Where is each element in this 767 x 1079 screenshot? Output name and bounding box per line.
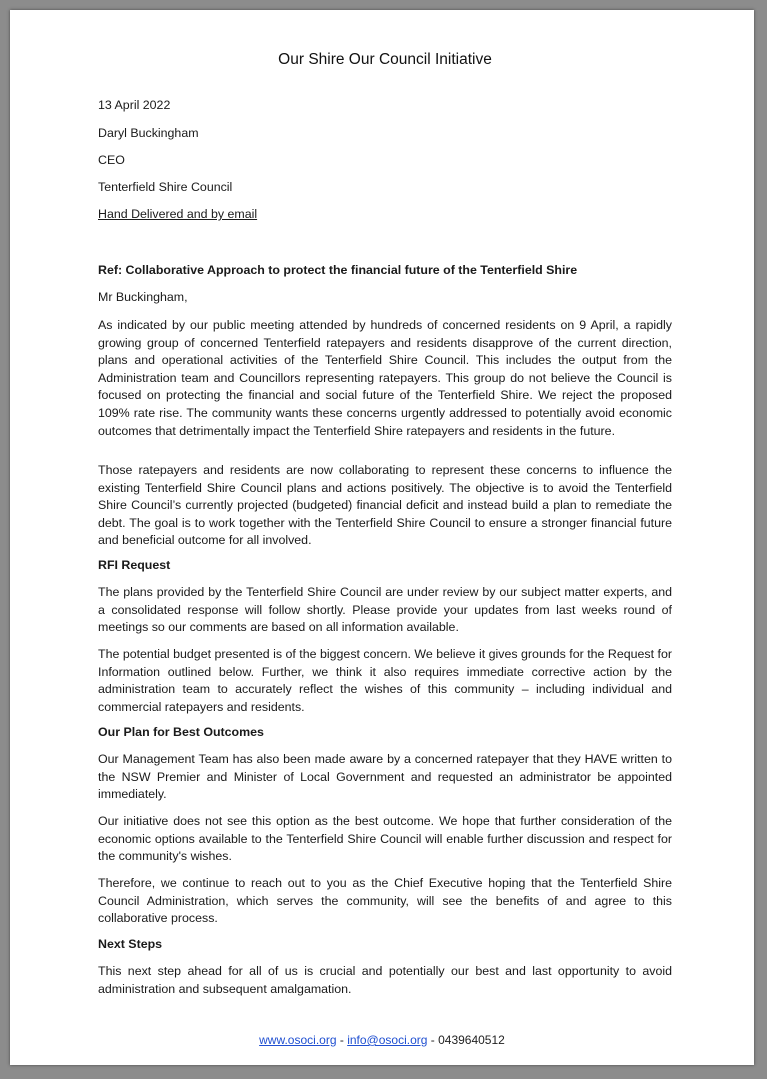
- recipient-name: Daryl Buckingham: [98, 126, 199, 140]
- phone-number: 0439640512: [438, 1033, 505, 1047]
- heading-next-steps: Next Steps: [98, 937, 163, 951]
- letter-date: 13 April 2022: [98, 98, 171, 112]
- paragraph-next-step: This next step ahead for all of us is crucial and potentially our best and last opportunity to avoid administration and subsequent amalgamation.: [98, 964, 672, 996]
- paragraph-plans-review: The plans provided by the Tenterfield Shire Council are under review by our subject matter experts, and a consolidated response will follow shortly. Please provide your updates from last weeks round of meetings so our comments are based on all information available.: [98, 585, 672, 635]
- paragraph-budget-concern: The potential budget presented is of the biggest concern. We believe it gives grounds for the Request for Information outlined below. Further, we think it also requires immediate corrective action by the administration team to accurately reflect the wishes of this community – including individual and commercial ratepayers and residents.: [98, 647, 672, 714]
- recipient-title: CEO: [98, 153, 125, 167]
- heading-plan-best-outcomes: Our Plan for Best Outcomes: [98, 725, 264, 739]
- salutation: Mr Buckingham,: [98, 290, 188, 304]
- letter-footer: [10, 1032, 754, 1048]
- website-link[interactable]: www.osoci.org: [259, 1033, 337, 1047]
- email-link[interactable]: info@osoci.org: [347, 1033, 428, 1047]
- paragraph-initiative-view: Our initiative does not see this option as the best outcome. We hope that further consideration of the economic options available to the Tenterfield Shire Council will enable further discussion and respect for the community's wishes.: [98, 814, 672, 864]
- recipient-organization: Tenterfield Shire Council: [98, 180, 233, 194]
- paragraph-management-team: Our Management Team has also been made aware by a concerned ratepayer that they HAVE written to the NSW Premier and Minister of Local Government and requested an administrator be appointed immediately.: [98, 752, 672, 802]
- delivery-note: Hand Delivered and by email: [98, 207, 258, 221]
- document-page: [10, 10, 754, 1065]
- paragraph-collaboration: Those ratepayers and residents are now collaborating to represent these concerns to influence the existing Tenterfield Shire Council plans and actions positively. The objective is to avoid the Tenterfield Shire Council’s currently projected (budgeted) financial deficit and instead build a plan to remediate the debt. The goal is to work together with the Tenterfield Shire Council to ensure a stronger financial future and beneficial outcome for all involved.: [98, 463, 672, 548]
- footer-separator: -: [336, 1033, 348, 1047]
- paragraph-reach-out: Therefore, we continue to reach out to you as the Chief Executive hoping that the Tenterfield Shire Council Administration, which serves the community, will see the benefits of and agree to this collaborative process.: [98, 876, 672, 926]
- reference-line: Ref: Collaborative Approach to protect the financial future of the Tenterfield Shire: [98, 263, 578, 277]
- paragraph-public-meeting: As indicated by our public meeting attended by hundreds of concerned residents on 9 April, a rapidly growing group of concerned Tenterfield ratepayers and residents disapprove of the current direction, plans and operational activities of the Tenterfield Shire Council. This includes the output from the Administration team and Councillors representing ratepayers. This group do not believe the Council is focused on protecting the financial and social future of the Tenterfield Shire. We reject the proposed 109% rate rise. The community wants these concerns urgently addressed to potentially avoid economic outcomes that detrimentally impact the Tenterfield Shire ratepayers and residents in the future.: [98, 318, 672, 438]
- letter-title: Our Shire Our Council Initiative: [278, 51, 492, 68]
- footer-separator: -: [427, 1033, 439, 1047]
- heading-rfi-request: RFI Request: [98, 558, 171, 572]
